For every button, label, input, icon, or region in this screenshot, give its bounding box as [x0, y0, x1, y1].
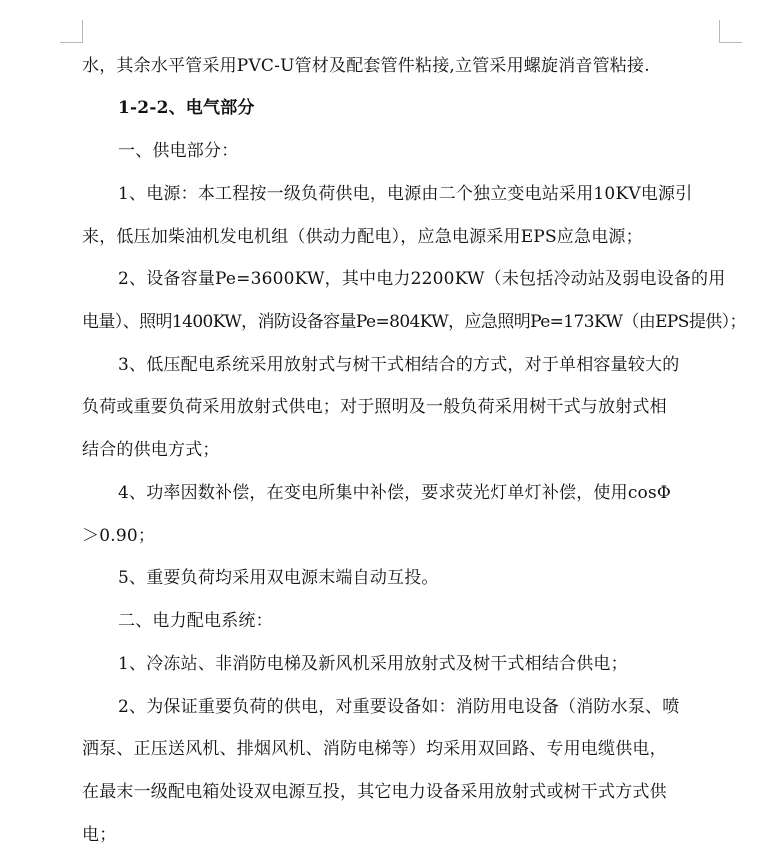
body-text-line: 1、电源：本工程按一级负荷供电，电源由二个独立变电站采用10KV电源引: [118, 184, 693, 204]
section-heading: 1-2-2、电气部分: [118, 98, 255, 118]
subsection-heading: 一、供电部分：: [118, 141, 239, 161]
body-text-line: 在最末一级配电箱处设双电源互投，其它电力设备采用放射式或树干式方式供: [82, 782, 667, 802]
body-text-line: 3、低压配电系统采用放射式与树干式相结合的方式，对于单相容量较大的: [118, 355, 680, 375]
body-text-line: ＞0.90；: [82, 526, 156, 546]
page-corner-mark-top-left: [60, 20, 83, 43]
body-text-line: 水，其余水平管采用PVC-U管材及配套管件粘接,立管采用螺旋消音管粘接.: [82, 56, 650, 76]
body-text-line: 5、重要负荷均采用双电源末端自动互投。: [118, 568, 439, 588]
body-text-line: 负荷或重要负荷采用放射式供电；对于照明及一般负荷采用树干式与放射式相: [82, 397, 667, 417]
body-text-line: 电；: [82, 825, 117, 845]
body-text-line: 来，低压加柴油机发电机组（供动力配电），应急电源采用EPS应急电源；: [82, 227, 643, 247]
body-text-line: 4、功率因数补偿，在变电所集中补偿，要求荧光灯单灯补偿，使用cosΦ: [118, 483, 672, 503]
body-text-line: 结合的供电方式；: [82, 440, 220, 460]
body-text-line: 2、为保证重要负荷的供电，对重要设备如：消防用电设备（消防水泵、喷: [118, 697, 680, 717]
subsection-heading: 二、电力配电系统：: [118, 611, 273, 631]
body-text-line: 电量）、照明1400KW，消防设备容量Pe=804KW，应急照明Pe=173KW（由EPS提供）；: [82, 312, 746, 332]
page-corner-mark-top-right: [719, 20, 742, 43]
body-text-line: 洒泵、正压送风机、排烟风机、消防电梯等）均采用双回路、专用电缆供电，: [82, 739, 667, 759]
body-text-line: 2、设备容量Pe=3600KW，其中电力2200KW（未包括冷动站及弱电设备的用: [118, 269, 726, 289]
body-text-line: 1、冷冻站、非消防电梯及新风机采用放射式及树干式相结合供电；: [118, 654, 628, 674]
